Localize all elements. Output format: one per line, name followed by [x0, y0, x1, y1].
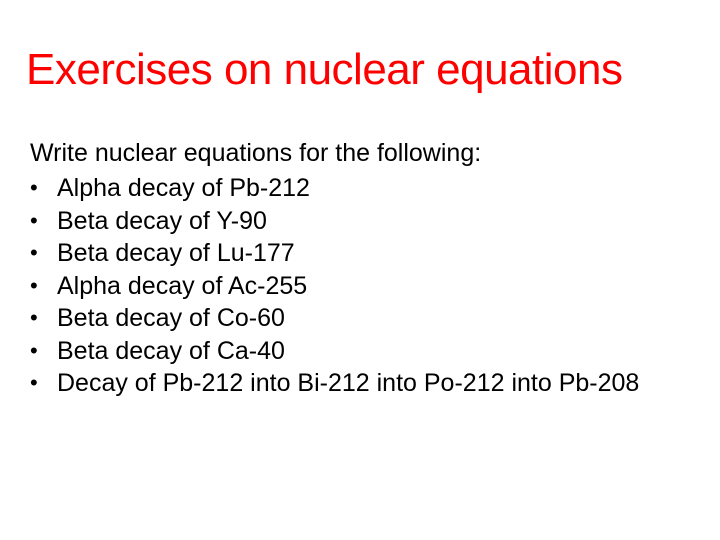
bullet-icon: • — [30, 370, 38, 395]
list-item — [30, 237, 700, 270]
list-item-text: Beta decay of Co-60 — [57, 304, 285, 332]
list-item-text: Decay of Pb-212 into Bi-212 into Po-212 into Pb-208 — [57, 369, 640, 397]
list-item — [30, 335, 700, 368]
list-item-text: Beta decay of Lu-177 — [57, 239, 295, 267]
list-item-text: Alpha decay of Pb-212 — [57, 174, 310, 202]
list-item — [30, 302, 700, 335]
bullet-icon: • — [30, 175, 38, 200]
list-item-text: Alpha decay of Ac-255 — [57, 271, 308, 300]
list-item — [30, 172, 700, 205]
slide-body — [30, 134, 700, 400]
bullet-icon: • — [30, 337, 38, 363]
bullet-icon: • — [30, 207, 38, 233]
list-item — [30, 205, 700, 238]
bullet-icon: • — [30, 305, 38, 330]
list-item — [30, 270, 700, 303]
list-item-text: Beta decay of Ca-40 — [57, 336, 285, 365]
list-item-text: Beta decay of Y-90 — [57, 206, 267, 235]
bullet-icon: • — [30, 272, 38, 298]
list-item — [30, 367, 700, 400]
intro-text: Write nuclear equations for the following: — [30, 139, 482, 167]
slide-title: Exercises on nuclear equations — [26, 45, 623, 94]
exercise-list — [30, 172, 700, 400]
bullet-icon: • — [30, 240, 38, 265]
